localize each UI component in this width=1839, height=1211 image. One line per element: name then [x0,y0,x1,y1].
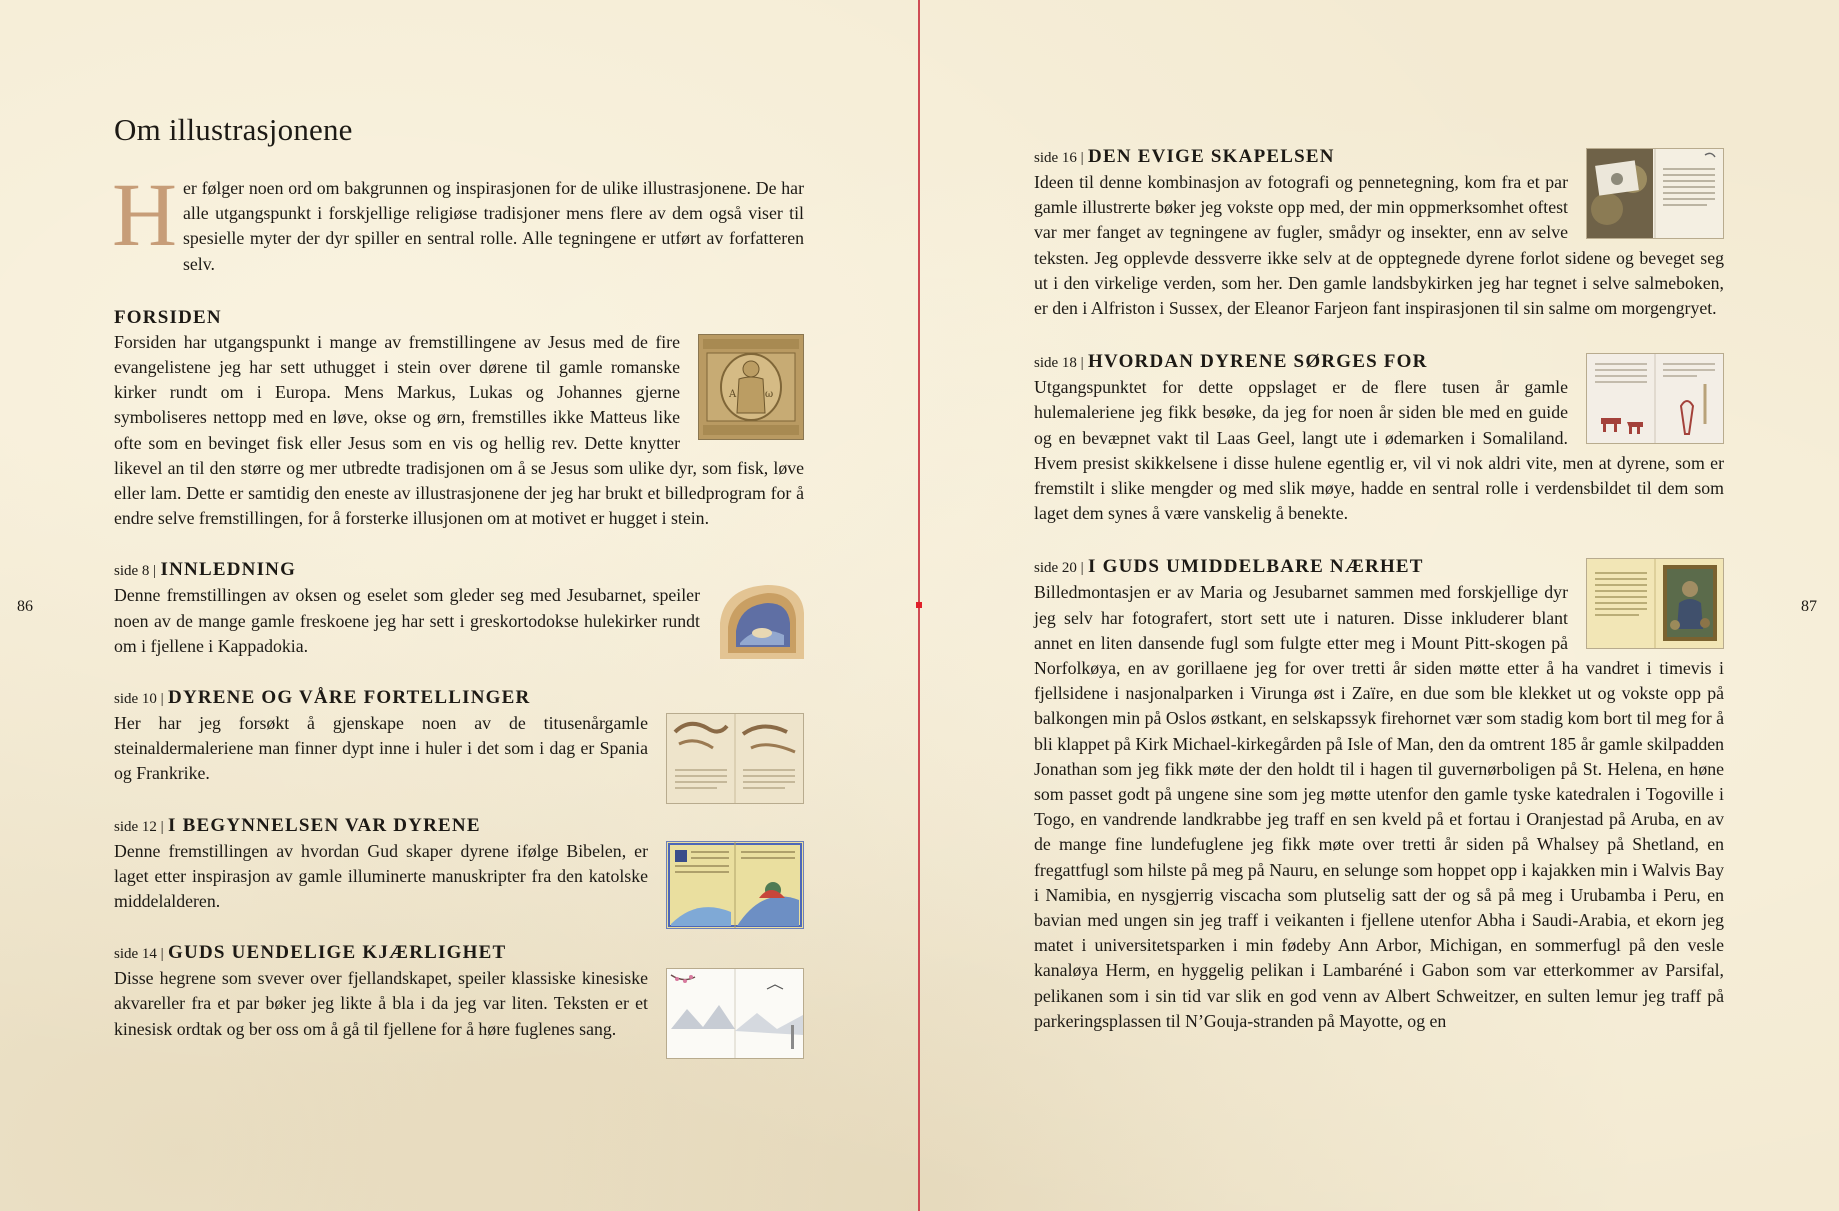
page-title: Om illustrasjonene [114,112,353,147]
section-text: Her har jeg forsøkt å gjenskape noen av de titusenårgamle steinaldermaleriene man finner dypt inne i huler i det som i dag er Spania og Frankrike. [114,713,648,784]
section-heading [114,557,804,583]
section-text: Denne fremstillingen av oksen og eselet som gleder seg med Jesubarnet, speiler noen av de mange gamle freskoene jeg har sett i greskortodokse hulekirker rundt om i fjellene i Kappadokia. [114,585,700,656]
drop-cap: H [112,166,177,265]
section-name: DYRENE OG VÅRE FORTELLINGER [168,687,531,709]
watercolor-thumbnail [666,968,804,1059]
section-name: DEN EVIGE SKAPELSEN [1088,146,1335,167]
section-hvordan-dyrene-sorges-for [1034,349,1724,526]
svg-text:ω: ω [765,388,774,400]
section-heading [114,940,804,966]
section-forsiden [114,305,804,532]
section-text: Ideen til denne kombinasjon av fotografi og pennetegning, kom fra et par gamle illustrerte bøker jeg vokste opp med, der min oppmerksomhet oftest var mer fanget av tegningene av fugler, smådyr og insekter, enn av selve teksten. Jeg opplevde dessverre ikke selv at de opptegnede dyrene forlot sidene og beveget seg ut i den virkelige verden, som her. Den gamle landsbykirken jeg har tegnet i selve salmeboken, er den i Alfriston i Sussex, der Eleanor Farjeon fant inspirasjonen til sin salme om morgengryet. [1034,172,1724,319]
right-page [1034,144,1724,1034]
cave-painting-thumbnail [666,713,804,804]
section-name: I BEGYNNELSEN VAR DYRENE [168,814,481,836]
page-ref: side 10 | [114,691,164,708]
rock-art-thumbnail [1586,353,1724,444]
page-ref: side 14 | [114,946,164,963]
page-ref: side 8 | [114,563,157,580]
photo-drawing-thumbnail [1586,148,1724,239]
page-ref: side 12 | [114,818,164,835]
page-ref: side 20 | [1034,560,1084,577]
page-ref: side 16 | [1034,150,1084,166]
section-text: Utgangspunktet for dette oppslaget er de flere tusen år gamle hulemaleriene jeg fikk besøke, da jeg for noen år siden ble med en guide og en bevæpnet vakt til Laas Geel, langt ute i ødemarken i Somaliland. Hvem presist skikkelsene i disse hulene egentlig er, vil vi nok aldri vite, men at dyrene, som er fremstilt i slike mengder og med slik møye, hadde en sentral rolle i verdensbildet til dem som laget dem synes å være vanskelig å benekte. [1034,377,1724,524]
section-text: Forsiden har utgangspunkt i mange av fremstillingene av Jesus med de fire evangelistene jeg har sett uthugget i stein over dørene til gamle romanske kirker rundt om i Europa. Mens Markus, Lukas og Johannes gjerne symboliseres nettopp med en løve, okse og ørn, fremstilles ikke Matteus like ofte som en bevinget fisk eller Jesus som en vis og hellig rev. Dette knytter likevel an til den større og mer utbredte tradisjonen om å se Jesus som ulike dyr, som fisk, løve eller lam. Dette er samtidig den eneste av illustrasjonene der jeg har brukt et billedprogram for å endre selve fremstillingen, for å forsterke illusjonen om at motivet er hugget i stein. [114,331,804,529]
section-name: HVORDAN DYRENE SØRGES FOR [1088,351,1428,373]
section-innledning [114,557,804,659]
left-page [114,112,804,1063]
cover-thumbnail [698,334,804,440]
section-text: Billedmontasjen er av Maria og Jesubarnet sammen med forskjellige dyr jeg selv har fotografert, stort sett ute i naturen. Disse inkluderer blant annet en liten dansende fugl som fulgte etter meg i Mount Pitt-skogen på Norfolkøya, en av gorillaene jeg for over tretti år siden møtte etter å ha vandret i timevis i fjellsidene i nasjonalparken i Virunga øst i Zaïre, en due som ble klekket ut og vokste opp på balkongen min på Oslos østkant, en selskapssyk firehornet vær som stadig kom bort til meg for å bli klappet på Kirk Michael-kirkegården på Isle of Man, den da omtrent 185 år gamle skilpadden Jonathan som jeg fikk møte der den holdt til i hagen til guvernørboligen på St. Helena, en høne som passet godt på ungene sine som jeg møtte utenfor den gamle tyske katedralen i Togoville i Togo, en vandrende landkrabbe jeg traff en sen kveld på et fortau i Oranjestad på Aruba, en av de mange fine lundefuglene jeg fikk møte over tretti år siden på Whalsey på Shetland, en fregattfugl som hilste på meg på Nauru, en selunge som hoppet opp i kajakken min i Walvis Bay i Namibia, en nysgjerrig viscacha som plutselig satt der og så på meg i Urubamba i Peru, en bavian med ungen sin jeg traff i veikanten i fjellene utenfor Abha i Saudi-Arabia, et ekorn jeg matet i universitetsparken i min fødeby Ann Arbor, Michigan, en sommerfugl på den vesle kanaløya Herm, en hyggelig pelikan i Lambaréné i Gabon som var etterkommer av Parsifal, pelikanen som i sin tid var slik en god venn av Albert Schweitzer, en sulten lemur jeg traff på parkeringsplassen til N’Gouja-stranden på Mayotte, og en [1034,582,1724,1031]
section-i-begynnelsen-var-dyrene [114,813,804,915]
section-den-evige-skapelsen [1034,144,1724,321]
section-name: I GUDS UMIDDELBARE NÆRHET [1088,556,1424,578]
section-text: Disse hegrene som svever over fjellandskapet, speiler klassiske kinesiske akvareller fra et par bøker jeg likte å bla i da jeg var liten. Teksten er et kinesisk ordtak og ber oss om å gå til fjellene for å høre fuglenes sang. [114,968,648,1039]
section-i-guds-umiddelbare-naerhet [1034,554,1724,1034]
right-page-number: 87 [1801,598,1817,615]
spine-marker [916,602,922,608]
left-page-number: 86 [17,598,33,615]
page-ref: side 18 | [1034,355,1084,372]
manuscript-thumbnail [666,841,804,929]
section-heading [114,685,804,711]
section-name: GUDS UENDELIGE KJÆRLIGHET [168,942,507,964]
section-dyrene-og-vare-fortellinger [114,685,804,787]
section-heading [114,305,804,330]
section-name: FORSIDEN [114,306,222,328]
photo-montage-thumbnail [1586,558,1724,649]
section-heading [114,813,804,839]
svg-text:A: A [729,388,737,400]
section-guds-uendelige-kjaerlighet [114,940,804,1042]
section-name: INNLEDNING [160,559,297,581]
intro-text: er følger noen ord om bakgrunnen og inspirasjonen for de ulike illustrasjonene. De har alle utgangspunkt i forskjellige religiøse tradisjoner mens flere av dem også viser til spesielle myter der dyr spiller en sentral rolle. Alle tegningene er utført av forfatteren selv. [183,178,804,274]
intro-paragraph [112,166,804,277]
fresco-thumbnail [718,583,804,659]
section-text: Denne fremstillingen av hvordan Gud skaper dyrene ifølge Bibelen, er laget etter inspirasjon av gamle illuminerte manuskripter fra den katolske middelalderen. [114,840,648,912]
